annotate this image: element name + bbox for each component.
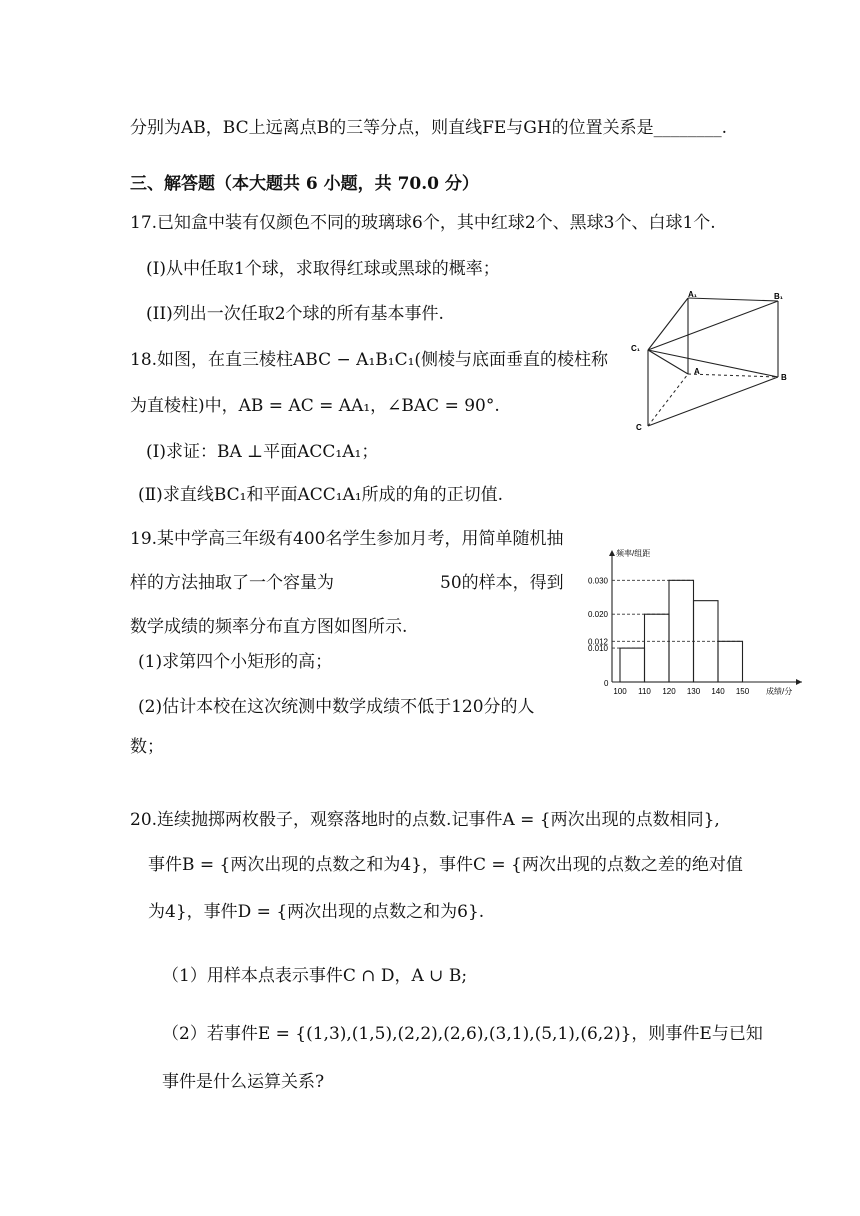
label-A: A — [694, 367, 700, 376]
q18-stem-line2: 为直棱柱)中，AB = AC = AA₁，∠BAC = 90°. — [130, 396, 500, 416]
x-tick-label: 130 — [686, 687, 701, 696]
q19-line3: 数学成绩的频率分布直方图如图所示. — [130, 617, 408, 637]
q17-part2: (II)列出一次任取2个球的所有基本事件. — [146, 304, 444, 324]
histogram-bar — [620, 648, 645, 682]
origin-label: 0 — [604, 679, 609, 688]
label-C: C — [636, 423, 642, 432]
q19-part2: (2)估计本校在这次统测中数学成绩不低于120分的人 — [138, 697, 535, 717]
y-tick-label: 0.010 — [587, 644, 608, 654]
x-tick-label: 100 — [613, 687, 627, 696]
y-tick-label: 0.020 — [587, 610, 608, 620]
y-tick-label: 0.012 — [587, 637, 608, 647]
prism-figure — [628, 288, 798, 434]
q18-part2: (Ⅱ)求直线BC₁和平面ACC₁A₁所成的角的正切值. — [138, 485, 504, 505]
label-B1: B₁ — [774, 292, 784, 301]
x-tick-label: 120 — [662, 687, 676, 696]
y-tick-label: 0.030 — [587, 576, 608, 586]
x-tick-label: 140 — [711, 687, 725, 696]
q19-part1: (1)求第四个小矩形的高； — [138, 652, 333, 672]
x-tick-label: 110 — [638, 687, 651, 696]
histogram-bar — [718, 641, 743, 682]
q20-part2-cont: 事件是什么运算关系? — [162, 1072, 325, 1092]
q20-line3: 为4}，事件D = {两次出现的点数之和为6}. — [148, 902, 485, 922]
section-heading: 三、解答题（本大题共 6 小题，共 70.0 分） — [130, 174, 479, 194]
q19-line2b: 50的样本，得到 — [440, 573, 564, 593]
q18-part1: (Ⅰ)求证：BA ⊥平面ACC₁A₁； — [146, 442, 379, 462]
q17-part1: (I)从中任取1个球，求取得红球或黑球的概率； — [146, 259, 500, 279]
x-axis-arrow — [796, 679, 802, 685]
q19-part2-cont: 数； — [130, 737, 164, 757]
q20-part2: （2）若事件E = {(1,3),(1,5),(2,2),(2,6),(3,1),(5,1),(6,2)}，则事件E与已知 — [162, 1024, 763, 1044]
frequency-histogram — [570, 540, 815, 700]
x-axis-label: 成绩/分 — [766, 687, 793, 696]
q16-tail-text: 分别为AB，BC上远离点B的三等分点，则直线FE与GH的位置关系是________. — [130, 118, 728, 138]
q20-line1: 20.连续抛掷两枚骰子，观察落地时的点数.记事件A = {两次出现的点数相同}, — [130, 810, 720, 830]
y-axis-label: 频率/组距 — [616, 549, 651, 558]
x-tick-label: 150 — [735, 687, 750, 696]
q17-stem: 17.已知盒中装有仅颜色不同的玻璃球6个，其中红球2个、黑球3个、白球1个. — [130, 213, 716, 233]
histogram-bar — [669, 580, 694, 682]
q18-stem-line1: 18.如图，在直三棱柱ABC − A₁B₁C₁(侧棱与底面垂直的棱柱称 — [130, 350, 609, 370]
q20-line2: 事件B = {两次出现的点数之和为4}，事件C = {两次出现的点数之差的绝对值 — [148, 855, 743, 875]
label-A1: A₁ — [688, 290, 698, 299]
q19-line2 — [130, 571, 564, 595]
q20-part1: （1）用样本点表示事件C ∩ D，A ∪ B; — [162, 966, 468, 986]
y-axis-arrow — [609, 550, 615, 556]
q19-line1: 19.某中学高三年级有400名学生参加月考，用简单随机抽 — [130, 529, 564, 549]
label-B: B — [781, 373, 787, 382]
histogram-bar — [645, 614, 670, 682]
label-C1: C₁ — [631, 344, 641, 353]
q19-line2a: 样的方法抽取了一个容量为 — [130, 573, 334, 593]
